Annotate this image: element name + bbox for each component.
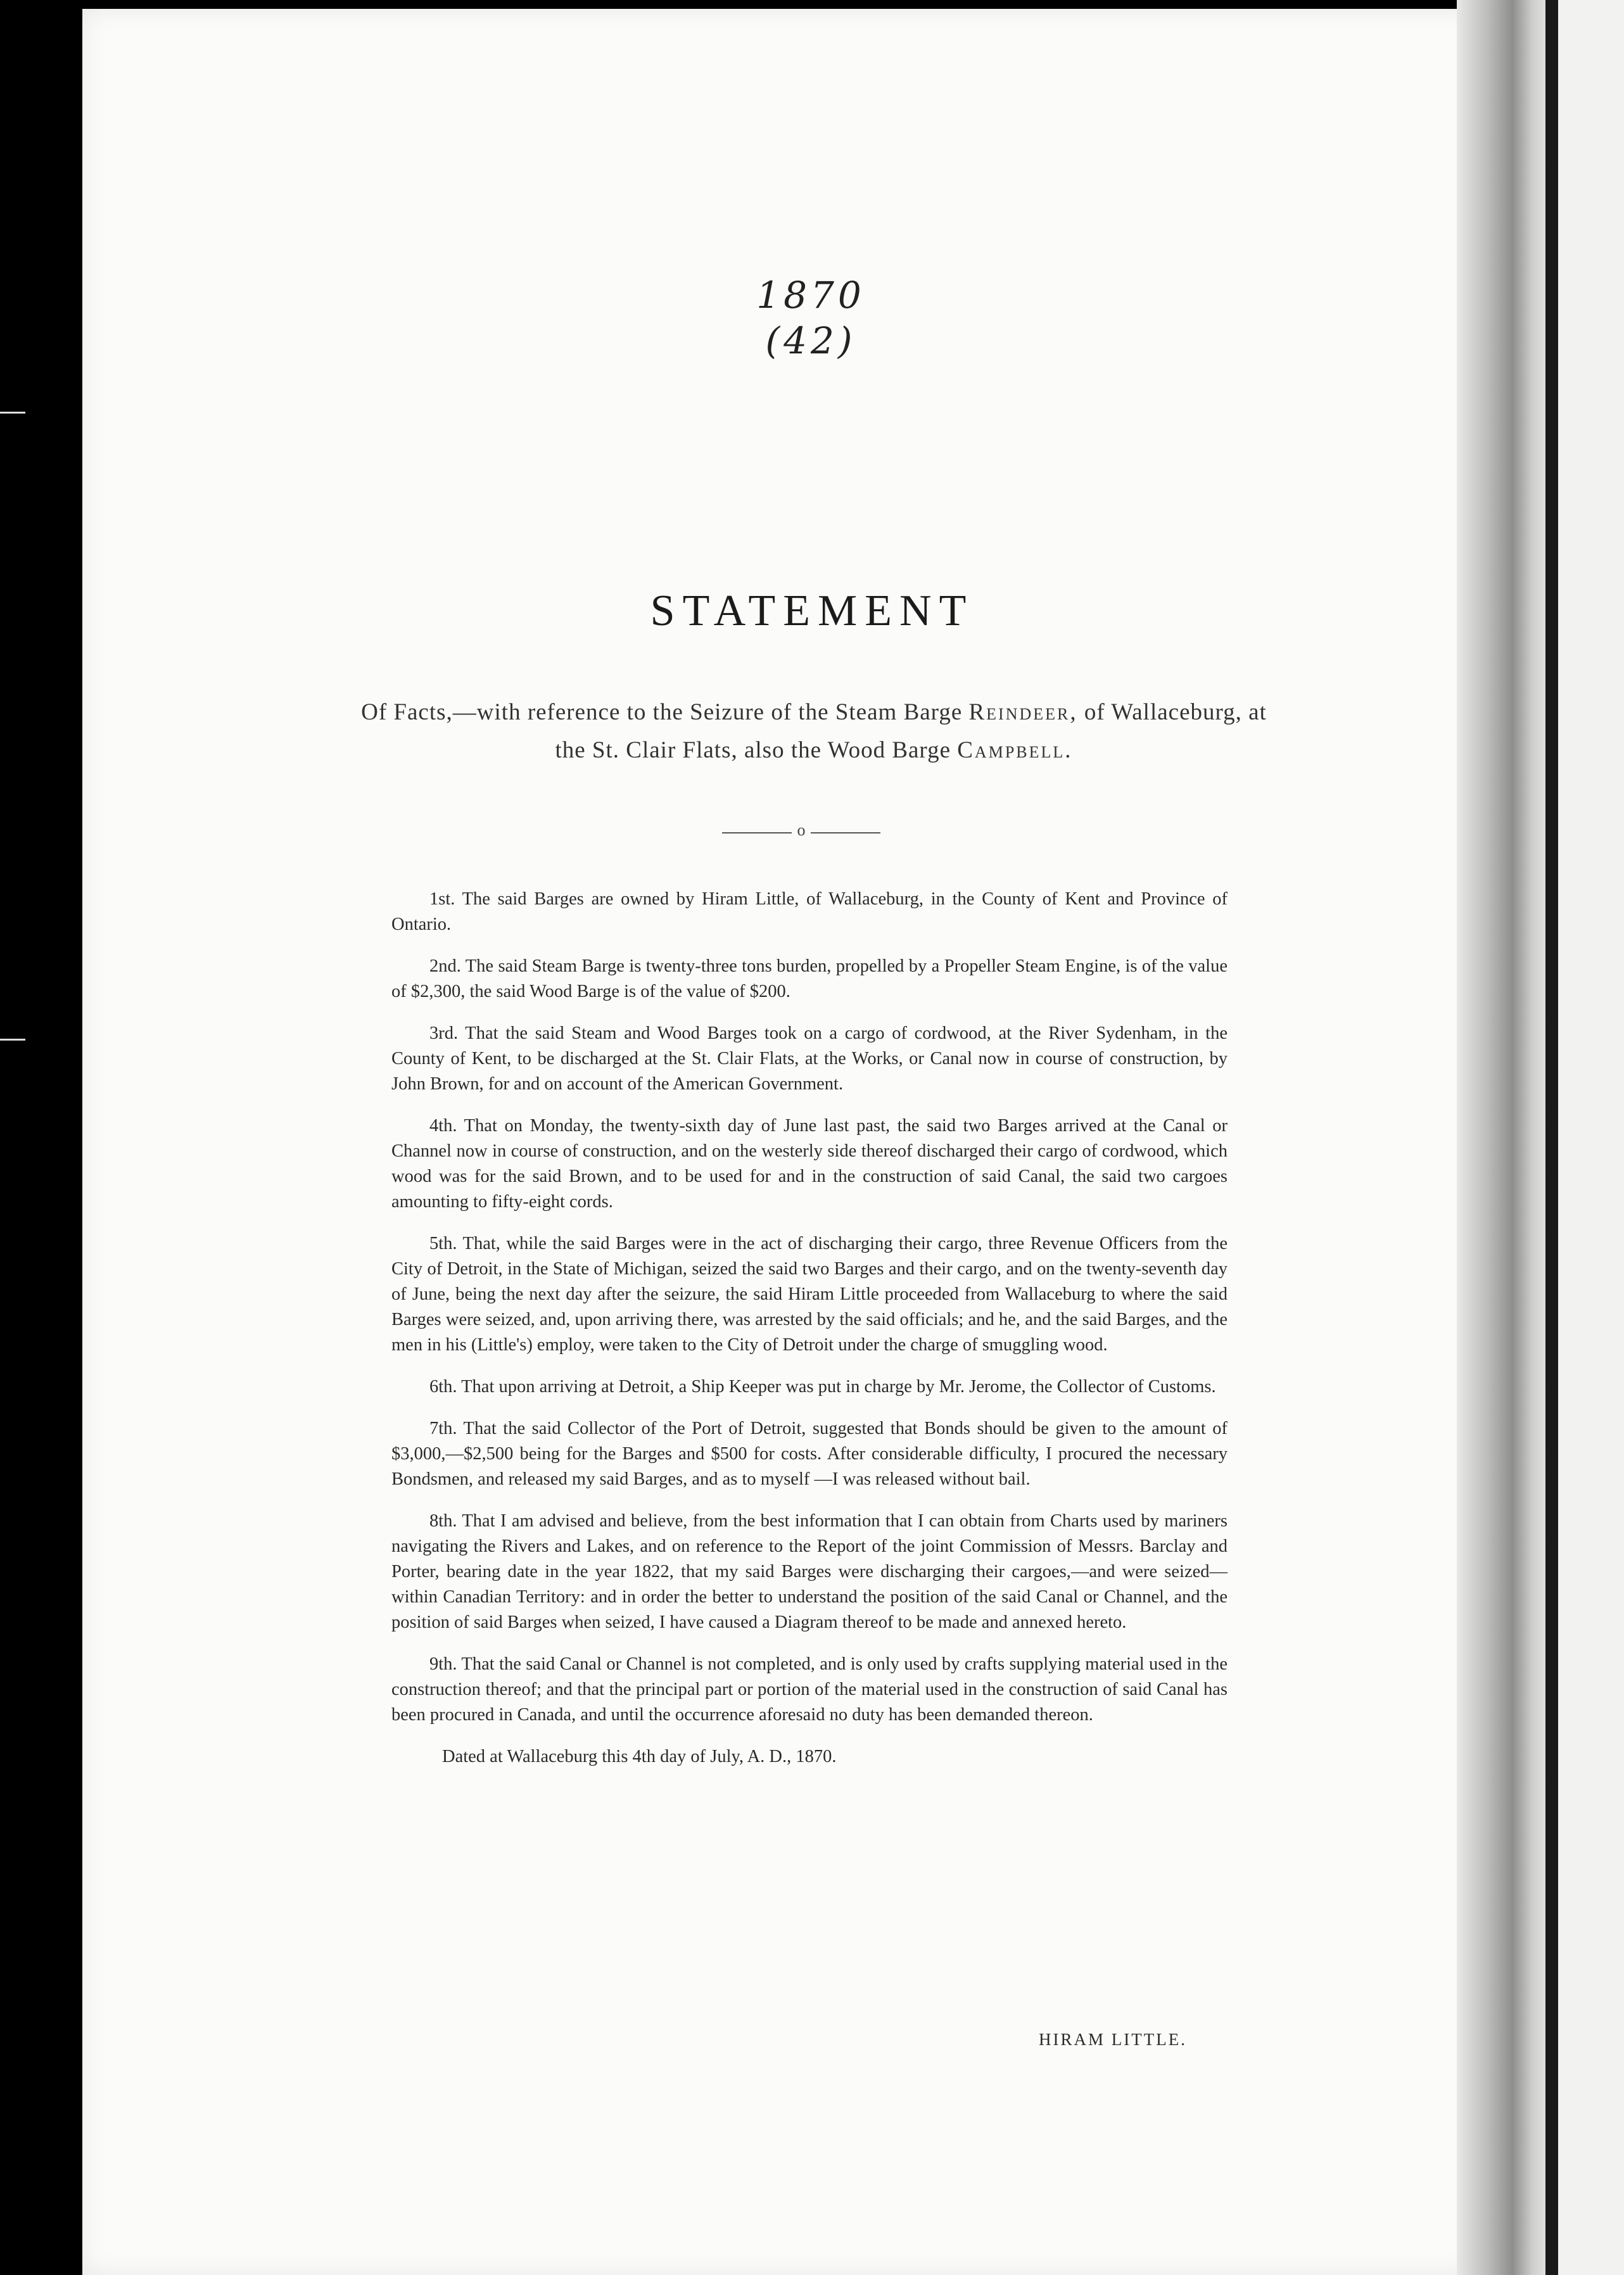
paragraph-1: 1st. The said Barges are owned by Hiram Little, of Wallaceburg, in the County of Kent and Province of Ontario.	[391, 889, 1228, 934]
signature: HIRAM LITTLE.	[1039, 2030, 1187, 2049]
separator-line-right	[811, 832, 880, 833]
adjacent-page-strip	[1558, 0, 1624, 2275]
handwritten-annotation	[747, 272, 874, 364]
statement-body	[391, 887, 1228, 1770]
handwritten-number: (42)	[765, 319, 856, 362]
dated-line: Dated at Wallaceburg this 4th day of July, A. D., 1870.	[442, 1747, 837, 1766]
page-title: STATEMENT	[650, 586, 974, 635]
separator	[722, 823, 880, 842]
paragraph-9: 9th. That the said Canal or Channel is not completed, and is only used by crafts supplying material used in the construction thereof; and that the principal part or portion of the material used in the construction of said Canal has been procured in Canada, and until the occurrence aforesaid no duty has been demanded thereon.	[391, 1654, 1228, 1725]
handwritten-year: 1870	[756, 274, 865, 317]
paragraph-5: 5th. That, while the said Barges were in the act of discharging their cargo, three Revenue Officers from the City of Detroit, in the State of Michigan, seized the said two Barges and their cargo, and on the twenty-seventh day of June, being the next day after the seizure, the said Hiram Little proceeded from Wallaceburg to where the said Barges were seized, and, upon arriving there, was arrested by the said officials; and he, and the said Barges, and the men in his (Little's) employ, were taken to the City of Detroit under the charge of smuggling wood.	[391, 1234, 1228, 1355]
subtitle-part2: of Wallaceburg, at the St. Clair Flats, also the Wood Barge	[555, 699, 1267, 763]
paragraph-7: 7th. That the said Collector of the Port of Detroit, suggested that Bonds should be given to the amount of $3,000,—$2,500 being for the Barges and $500 for costs. After considerable difficulty, I procured the necessary Bondsmen, and released my said Barges, and as to myself —I was released without bail.	[391, 1419, 1228, 1489]
scan-mark	[0, 1039, 25, 1041]
separator-mark: o	[797, 821, 806, 839]
page-binding-edge	[1457, 0, 1558, 2275]
separator-line-left	[722, 832, 792, 833]
subtitle-part1: Of Facts,—with reference to the Seizure of the Steam Barge	[361, 699, 969, 725]
paragraph-8: 8th. That I am advised and believe, from the best information that I can obtain from Charts used by mariners navigating the Rivers and Lakes, and on reference to the Report of the joint Commission of Messrs. Barclay and Porter, bearing date in the year 1822, that my said Barges were discharging their cargoes,—and were seized—within Canadian Territory: and in order the better to understand the position of the said Canal or Channel, and the position of said Barges when seized, I have caused a Diagram thereof to be made and annexed hereto.	[391, 1511, 1228, 1632]
subtitle-campbell: Campbell.	[957, 737, 1073, 763]
paragraph-2: 2nd. The said Steam Barge is twenty-three tons burden, propelled by a Propeller Steam Engine, is of the value of $2,300, the said Wood Barge is of the value of $200.	[391, 956, 1228, 1001]
scan-mark	[0, 412, 25, 414]
subtitle-reindeer: Reindeer,	[968, 699, 1078, 725]
paragraph-4: 4th. That on Monday, the twenty-sixth day of June last past, the said two Barges arrived at the Canal or Channel now in course of construction, and on the westerly side thereof discharged their cargo of cordwood, which wood was for the said Brown, and to be used for and in the construction of said Canal, the said two cargoes amounting to fifty-eight cords.	[391, 1116, 1228, 1212]
paragraph-6: 6th. That upon arriving at Detroit, a Ship Keeper was put in charge by Mr. Jerome, the Collector of Customs.	[429, 1377, 1216, 1397]
subtitle	[355, 694, 1273, 770]
paragraph-3: 3rd. That the said Steam and Wood Barges took on a cargo of cordwood, at the River Sydenham, in the County of Kent, to be discharged at the St. Clair Flats, at the Works, or Canal now in course of construction, by John Brown, for and on account of the American Government.	[391, 1023, 1228, 1094]
